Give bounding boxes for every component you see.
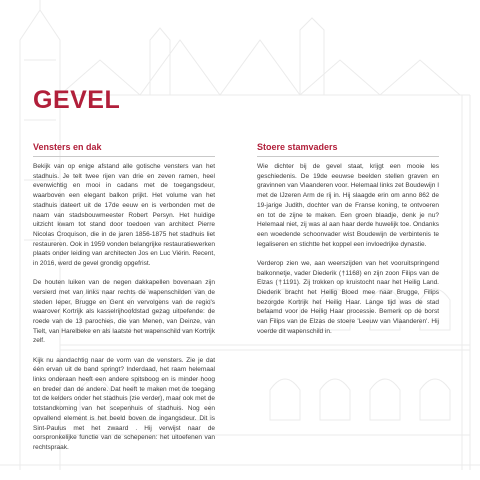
section-vensters-en-dak	[33, 142, 215, 462]
section-stoere-stamvaders	[257, 142, 439, 346]
paragraph: Bekijk van op enige afstand alle gotische vensters van het stadhuis. Je telt twee rijen van drie en zeven ramen, heel evenwichtig en mooi in cadans met de toegangsdeur, waarboven een elegant balkon prijkt. Het volume van het stadhuis dateert uit de 17de eeuw en is verbonden met de naam van stadsbouwmeester Robert Persyn. Het huidige uitzicht kwam tot stand door toedoen van architect Pierre Nicolas Croquison, die in de jaren 1856-1875 het stadhuis liet restaureren. Ook in 1959 vonden belangrijke restauratiewerken plaats onder leiding van architecten Jos en Luc Viérin. Recent, in 2016, werd de gevel grondig opgefrist.	[33, 163, 215, 268]
section-heading: Vensters en dak	[33, 142, 102, 152]
section-heading: Stoere stamvaders	[257, 142, 338, 152]
divider	[33, 156, 215, 157]
paragraph: De houten luiken van de negen dakkapellen bovenaan zijn versierd met van links naar rechts de wapenschilden van de steden Ieper, Brugge en Gent en vervolgens van de regio's waarover Kortrijk als kasselrijhoofdstad gezag uitoefende: de roede van de 13 parochies, die van Menen, van Deinze, van Tielt, van Harelbeke en als laatste het wapenschild van Kortrijk zelf.	[33, 279, 215, 345]
page-title: GEVEL	[33, 86, 121, 114]
paragraph: Kijk nu aandachtig naar de vorm van de vensters. Zie je dat één ervan uit de band springt? Inderdaad, het raam helemaal links onderaan heeft een andere spitsboog en is minder hoog en breder dan de andere. Dat heeft te maken met de toegang tot de kelders onder het stadhuis (zie verder), maar ook met de totstandkoming van het scepenhuis of stadhuis. Nog een opvallend element is het beeld boven de ingangsdeur. Dit is Sint-Paulus met het zwaard . Hij verwijst naar de oorspronkelijke functie van de schepenen: het uitoefenen van rechtspraak.	[33, 356, 215, 451]
divider	[257, 156, 439, 157]
paragraph: Wie dichter bij de gevel staat, krijgt een mooie les geschiedenis. De 19de eeuwse beelden stellen graven en gravinnen van Vlaanderen voor. Helemaal links zet Boudewijn I met de IJzeren Arm de rij in. Hij slaagde erin om anno 862 de 19-jarige Judith, dochter van de Franse koning, te ontvoeren en tot de zijne te maken. Een groen blaadje, denk je nu? Helemaal niet, zij was al aan haar derde huwelijk toe. Ondanks een woedende schoonvader wist Boudewijn de verbintenis te legaliseren en stichtte het koppel een invloedrijke dynastie.	[257, 163, 439, 248]
paragraph: Verderop zien we, aan weerszijden van het vooruitspringend balkonnetje, vader Diederik (†1168) en zijn zoon Filips van de Elzas (†1191). Zij trokken op kruistocht naar het Heilig Land. Diederik bracht het Heilig Bloed mee naar Brugge, Filips bezorgde Kortrijk het Heilig Haar. Lange tijd was de stad befaamd voor de Heilig Haar processie. Bemerk op de borst van Filips van de Elzas de stoere 'Leeuw van Vlaanderen'. Hij voerde dit wapenschild in.	[257, 259, 439, 335]
